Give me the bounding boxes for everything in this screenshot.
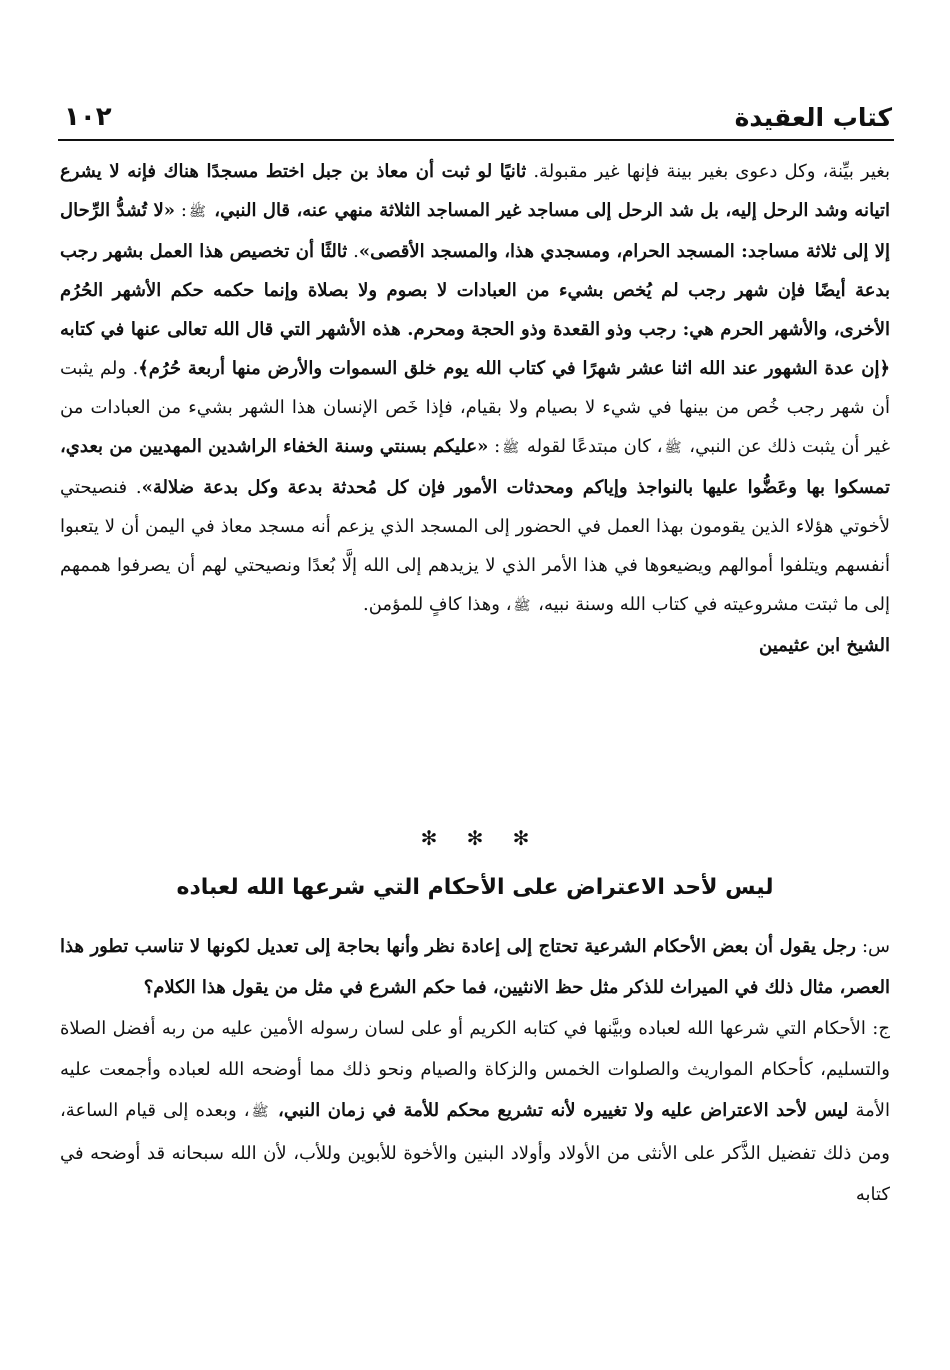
text-run: . (347, 241, 359, 262)
page-header (64, 92, 892, 132)
section-separator (0, 826, 950, 850)
text-run: الأحكام التي شرعها الله لعباده وبيَّنها في كتابه الكريم أو على لسان رسوله الأمين عليه من ربه أفضل الصلاة والتسليم، كأحكام المواريث والصلوات الخمس والزكاة والصيام ونحو ذلك مما أوضحه الله لعباده وأجمعت عليه الأمة (60, 1018, 891, 1121)
fatwa-body-paragraph (60, 152, 890, 626)
header-rule (58, 139, 894, 141)
hadith-quote: «لا تُشدُّ الرِّحال إلا إلى ثلاثة مساجد: المسجد الحرام، ومسجدي هذا، والمسجد الأقصى» (60, 200, 891, 262)
text-run: : (488, 436, 501, 457)
asterisk-icon: ✻ (466, 826, 484, 850)
text-run: ، وبعده إلى قيام الساعة، ومن ذلك تفضيل الذَّكر على الأنثى من الأولاد وأولاد البنين والأخوة للأبوين وللأب، لأن الله سبحانه قد أوضحه في كتابه (60, 1100, 890, 1205)
asterisk-icon: ✻ (420, 826, 438, 850)
question-text: رجل يقول أن بعض الأحكام الشرعية تحتاج إلى إعادة نظر وأنها بحاجة إلى تعديل لكونها لا تناسب تطور هذا العصر، مثال ذلك في الميراث للذكر مثل حظ الانثيين، فما حكم الشرع في مثل من يقول هذا الكلام؟ (60, 936, 890, 998)
text-run: ، كان مبتدعًا لقوله (521, 436, 663, 457)
salawat-symbol: ﷺ (502, 440, 520, 456)
salawat-symbol: ﷺ (251, 1104, 269, 1120)
asterisk-icon: ✻ (512, 826, 530, 850)
continuation-text (60, 152, 890, 665)
salawat-symbol: ﷺ (513, 598, 531, 614)
text-run: بغير بيِّنة، وكل دعوى بغير بينة فإنها غير مقبولة. (526, 161, 890, 182)
question-label: س: (856, 936, 890, 957)
text-run: ، وهذا كافٍ للمؤمن. (362, 594, 512, 615)
section-heading: ليس لأحد الاعتراض على الأحكام التي شرعها الله لعباده (176, 875, 774, 900)
text-run: . فنصيحتي لأخوتي هؤلاء الذين يقومون بهذا العمل في الحضور إلى المسجد الذي يزعم أنه مسجد معاذ في اليمن أن لا يتعبوا أنفسهم ويتلفوا أموالهم ويضيعوها في هذا الأمر الذي لا يزيدهم إلى الله إلَّا بُعدًا ونصيحتي لهم أن يصرفوا هممهم إلى ما ثبتت مشروعيته في كتاب الله وسنة نبيه، (60, 477, 890, 615)
salawat-symbol: ﷺ (664, 440, 682, 456)
text-run: : (174, 200, 187, 221)
question-answer-block (60, 926, 890, 1215)
text-run: . ولم يثبت أن شهر رجب خُص من بينها في شيء لا بصيام ولا بقيام، فإذا خَص الإنسان هذا الشهر بشيء من العبادات من غير أن يثبت ذلك عن النبي، (60, 358, 890, 457)
text-run-bold: ثانيًا لو ثبت أن معاذ بن جبل اختط مسجدًا هناك فإنه لا يشرع اتيانه وشد الرحل إليه، بل شد الرحل إلى مساجد غير المساجد الثلاثة منهي عنه، قال النبي، (60, 161, 890, 221)
running-title: كتاب العقيدة (734, 103, 892, 132)
answer-label: ج: (865, 1018, 890, 1039)
page-number: ١٠٢ (64, 102, 112, 132)
text-run-bold: ليس لأحد الاعتراض عليه ولا تغييره لأنه تشريع محكم للأمة في زمان النبي، (270, 1100, 849, 1121)
answer-paragraph (60, 1008, 890, 1215)
question-paragraph (60, 926, 890, 1008)
quran-quote: ﴿إن عدة الشهور عند الله اثنا عشر شهرًا في كتاب الله يوم خلق السموات والأرض منها أربعة حُرُم﴾ (138, 358, 890, 379)
fatwa-signature: الشيخ ابن عثيمين (759, 635, 890, 656)
salawat-symbol: ﷺ (188, 204, 206, 220)
hadith-quote: «عليكم بسنتي وسنة الخفاء الراشدين المهديين من بعدي، تمسكوا بها وعَضُّوا عليها بالنواجذ وإياكم ومحدثات الأمور فإن كل مُحدثة بدعة وكل بدعة ضلالة» (60, 436, 890, 498)
text-run-bold: ثالثًا أن تخصيص هذا العمل بشهر رجب بدعة أيضًا فإن شهر رجب لم يُخص بشيء من العبادات لا بصوم ولا بصلاة وإنما حكمه حكم الأشهر الحُرُم الأخرى، والأشهر الحرم هي: رجب وذو القعدة وذو الحجة ومحرم. هذه الأشهر التي قال الله تعالى عنها في كتابه (60, 241, 890, 340)
